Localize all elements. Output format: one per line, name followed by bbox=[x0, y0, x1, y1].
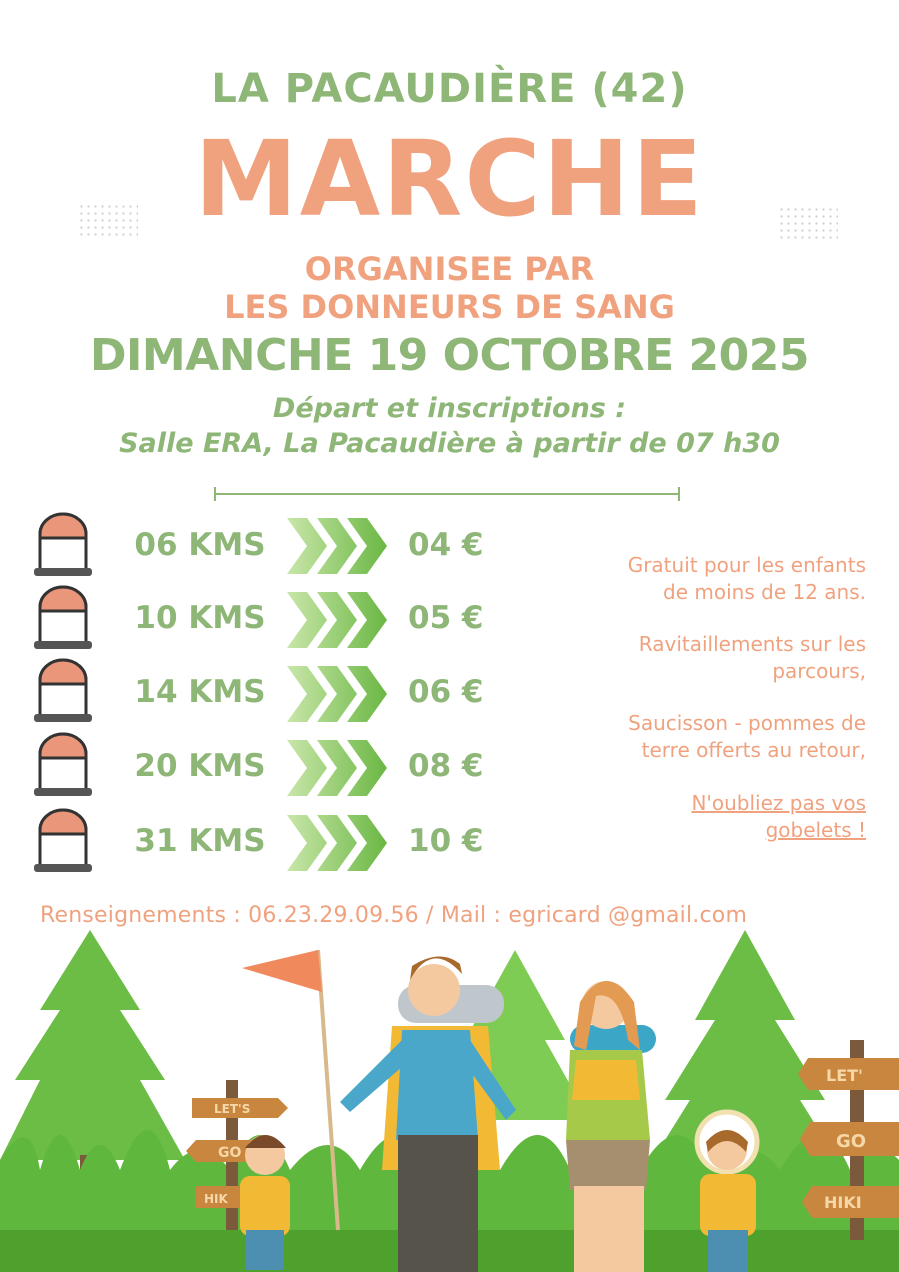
note-supplies bbox=[520, 631, 866, 685]
milestone-icon bbox=[32, 512, 94, 578]
note-line: Saucisson - pommes de bbox=[628, 711, 866, 735]
dot-pattern-right bbox=[778, 206, 838, 242]
milestone-icon bbox=[32, 658, 94, 724]
route-distance-1: 06 KMS bbox=[134, 527, 266, 563]
chevron-arrows-icon bbox=[283, 666, 393, 722]
note-line: terre offerts au retour, bbox=[641, 738, 866, 762]
sign-label: LET' bbox=[826, 1066, 863, 1085]
route-price-1: 04 € bbox=[408, 527, 484, 563]
contact-info: Renseignements : 06.23.29.09.56 / Mail : egricard @gmail.com bbox=[40, 903, 748, 928]
note-cups bbox=[520, 790, 866, 844]
organised-by: ORGANISEE PAR bbox=[304, 250, 595, 288]
chevron-arrows-icon bbox=[283, 740, 393, 796]
sign-label: HIK bbox=[204, 1192, 228, 1206]
chevron-arrows-icon bbox=[283, 518, 393, 574]
note-food bbox=[520, 710, 866, 764]
chevron-arrows-icon bbox=[283, 592, 393, 648]
town-heading: LA PACAUDIÈRE (42) bbox=[211, 66, 688, 112]
sign-label: GO bbox=[218, 1145, 242, 1161]
separator-line bbox=[214, 493, 680, 495]
chevron-arrows-icon bbox=[283, 815, 393, 871]
departure-details: Salle ERA, La Pacaudière à partir de 07 h30 bbox=[119, 428, 780, 459]
note-line: N'oubliez pas vos bbox=[691, 791, 866, 815]
hiker-icon bbox=[566, 981, 656, 1272]
event-title: MARCHE bbox=[194, 118, 705, 240]
sign-label: GO bbox=[836, 1131, 867, 1152]
milestone-icon bbox=[32, 732, 94, 798]
note-line: parcours, bbox=[772, 659, 866, 683]
note-line: Gratuit pour les enfants bbox=[627, 553, 866, 577]
note-free-children bbox=[520, 552, 866, 606]
route-distance-4: 20 KMS bbox=[134, 748, 266, 784]
sign-label: LET'S bbox=[214, 1102, 251, 1116]
hiker-icon bbox=[240, 1135, 290, 1270]
route-price-4: 08 € bbox=[408, 748, 484, 784]
route-distance-2: 10 KMS bbox=[134, 600, 266, 636]
route-price-5: 10 € bbox=[408, 823, 484, 859]
organiser-name: LES DONNEURS DE SANG bbox=[224, 288, 675, 326]
signpost-icon bbox=[798, 1040, 899, 1240]
departure-heading: Départ et inscriptions : bbox=[272, 393, 627, 424]
route-price-2: 05 € bbox=[408, 600, 484, 636]
note-line: Ravitaillements sur les bbox=[638, 632, 866, 656]
milestone-icon bbox=[32, 808, 94, 874]
note-line: de moins de 12 ans. bbox=[663, 580, 866, 604]
dot-pattern-left bbox=[78, 203, 138, 239]
route-distance-5: 31 KMS bbox=[134, 823, 266, 859]
route-distance-3: 14 KMS bbox=[134, 674, 266, 710]
milestone-icon bbox=[32, 585, 94, 651]
note-line: gobelets ! bbox=[765, 818, 866, 842]
hiking-illustration bbox=[0, 930, 899, 1272]
sign-label: HIKI bbox=[824, 1193, 862, 1212]
event-date: DIMANCHE 19 OCTOBRE 2025 bbox=[90, 330, 809, 381]
route-price-3: 06 € bbox=[408, 674, 484, 710]
